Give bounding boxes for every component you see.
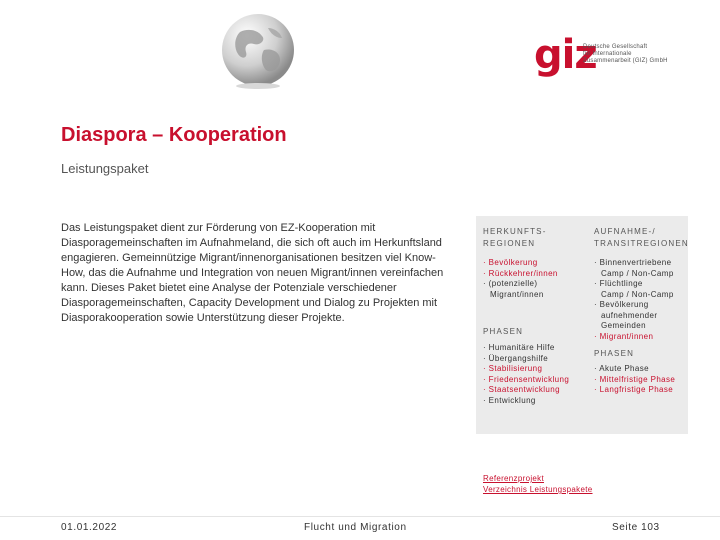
list-item: · Friedensentwicklung <box>483 374 570 384</box>
globe-icon <box>218 10 298 90</box>
list-item: · Mittelfristige Phase <box>594 374 676 384</box>
list-item: · Bevölkerung <box>594 300 649 309</box>
origin-regions-heading: HERKUNFTS- <box>483 227 547 236</box>
list-item: · Binnenvertriebene <box>594 258 672 267</box>
page-subtitle: Leistungspaket <box>61 161 149 176</box>
footer-topic: Flucht und Migration <box>304 522 407 533</box>
body-paragraph: Das Leistungspaket dient zur Förderung von EZ-Kooperation mit Diasporagemeinschaften im Aufnahmeland, die sich oft auch im Herkunftsland engagieren. Gemeinnützige Migrant/innenorganisationen besitzen viel Know-How, das die Aufnahme und Integration von neuen Migrant/innen vereinfachen kann. Dieses Paket bietet eine Analyse der Potenziale verschiedener Diasporagemeinschaften, Capacity Development und Dialog zu Projekten mit Diasporakooperation sowie Unterstützung dieser Projekte. <box>61 222 444 324</box>
origin-regions-column <box>483 226 583 406</box>
footer-date: 01.01.2022 <box>61 522 118 533</box>
giz-logo: giz <box>534 32 597 78</box>
list-item: · Übergangshilfe <box>483 353 549 363</box>
reference-project-link[interactable]: Referenzprojekt <box>483 474 544 483</box>
phases-heading: PHASEN <box>483 327 524 336</box>
list-item: Camp / Non-Camp <box>601 268 674 278</box>
list-item: · Stabilisierung <box>483 364 543 373</box>
logo-text <box>583 44 668 65</box>
list-item: · Flüchtlinge <box>594 279 643 288</box>
origin-phases-list <box>483 343 583 406</box>
host-regions-heading: AUFNAHME-/ <box>594 227 656 236</box>
list-item: · Humanitäre Hilfe <box>483 343 555 352</box>
list-item: aufnehmender <box>601 310 658 320</box>
footer-page-number: Seite 103 <box>612 522 660 533</box>
host-regions-column <box>594 226 688 396</box>
host-phases-list <box>594 364 688 396</box>
list-item: · Bevölkerung <box>483 258 538 267</box>
list-item: Gemeinden <box>601 321 646 330</box>
list-item: · Entwicklung <box>483 395 536 405</box>
host-groups-list <box>594 258 688 342</box>
list-item: · (potenzielle) <box>483 279 538 288</box>
host-regions-heading: TRANSITREGIONEN <box>594 239 689 248</box>
logo-text-line: Deutsche Gesellschaft <box>583 44 648 50</box>
list-item: · Migrant/innen <box>594 331 654 341</box>
logo-text-line: für Internationale <box>583 51 632 57</box>
list-item: · Staatsentwicklung <box>483 385 560 394</box>
package-directory-link[interactable]: Verzeichnis Leistungspakete <box>483 485 593 494</box>
logo-text-line: Zusammenarbeit (GIZ) GmbH <box>583 58 668 64</box>
origin-regions-heading: REGIONEN <box>483 239 536 248</box>
list-item: · Akute Phase <box>594 364 650 373</box>
phases-heading: PHASEN <box>594 349 635 358</box>
list-item: Camp / Non-Camp <box>601 289 674 299</box>
list-item: Migrant/innen <box>490 289 544 299</box>
page-title: Diaspora – Kooperation <box>61 124 287 146</box>
origin-groups-list <box>483 258 583 300</box>
footer-divider <box>0 516 720 517</box>
list-item: · Langfristige Phase <box>594 385 674 394</box>
list-item: · Rückkehrer/innen <box>483 268 558 278</box>
